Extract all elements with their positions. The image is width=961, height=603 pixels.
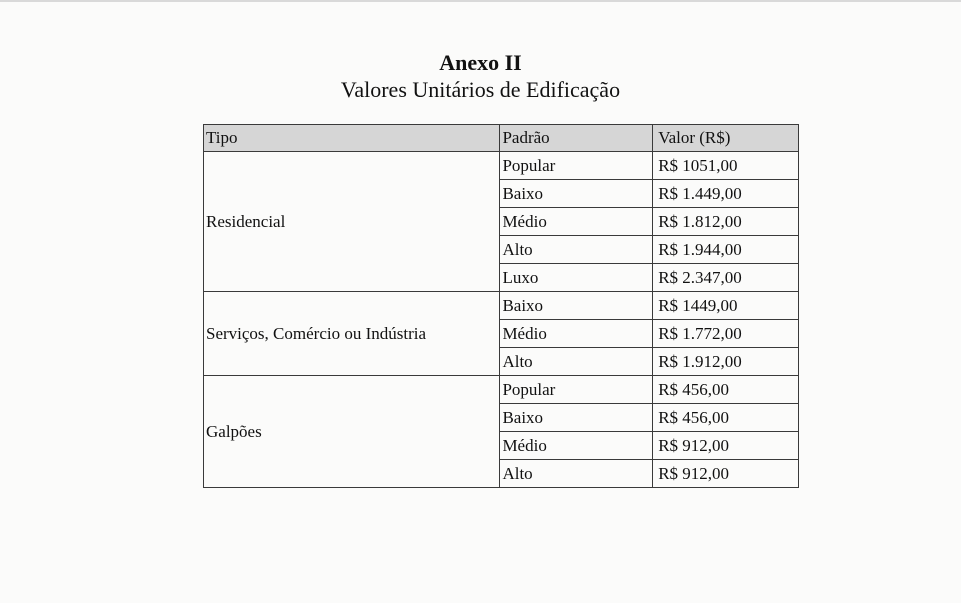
padrao-cell: Alto: [500, 236, 653, 264]
table-row: [204, 292, 799, 320]
padrao-cell: Popular: [500, 376, 653, 404]
padrao-cell: Alto: [500, 348, 653, 376]
padrao-cell: Médio: [500, 208, 653, 236]
valor-cell: R$ 1051,00: [653, 152, 799, 180]
document-title: Anexo II: [439, 50, 522, 75]
valor-cell: R$ 1.812,00: [653, 208, 799, 236]
tipo-cell: Galpões: [204, 376, 500, 488]
valor-cell: R$ 1449,00: [653, 292, 799, 320]
valor-cell: R$ 912,00: [653, 432, 799, 460]
document-subtitle: Valores Unitários de Edificação: [340, 77, 621, 102]
padrao-cell: Luxo: [500, 264, 653, 292]
padrao-cell: Médio: [500, 320, 653, 348]
header-valor: Valor (R$): [653, 125, 799, 152]
valor-cell: R$ 1.912,00: [653, 348, 799, 376]
valor-cell: R$ 1.944,00: [653, 236, 799, 264]
page-top-edge: [0, 0, 961, 2]
table-row: [204, 376, 799, 404]
header-padrao: Padrão: [500, 125, 653, 152]
tipo-cell: Serviços, Comércio ou Indústria: [204, 292, 500, 376]
valor-cell: R$ 912,00: [653, 460, 799, 488]
valor-cell: R$ 456,00: [653, 376, 799, 404]
padrao-cell: Baixo: [500, 404, 653, 432]
padrao-cell: Médio: [500, 432, 653, 460]
valor-cell: R$ 1.449,00: [653, 180, 799, 208]
header-tipo: Tipo: [204, 125, 500, 152]
padrao-cell: Baixo: [500, 180, 653, 208]
tipo-cell: Residencial: [204, 152, 500, 292]
valor-cell: R$ 2.347,00: [653, 264, 799, 292]
valor-cell: R$ 1.772,00: [653, 320, 799, 348]
building-values-table: [203, 124, 799, 488]
padrao-cell: Alto: [500, 460, 653, 488]
valor-cell: R$ 456,00: [653, 404, 799, 432]
padrao-cell: Popular: [500, 152, 653, 180]
padrao-cell: Baixo: [500, 292, 653, 320]
table-body: [204, 152, 799, 488]
table-row: [204, 152, 799, 180]
table-header-row: [204, 125, 799, 152]
